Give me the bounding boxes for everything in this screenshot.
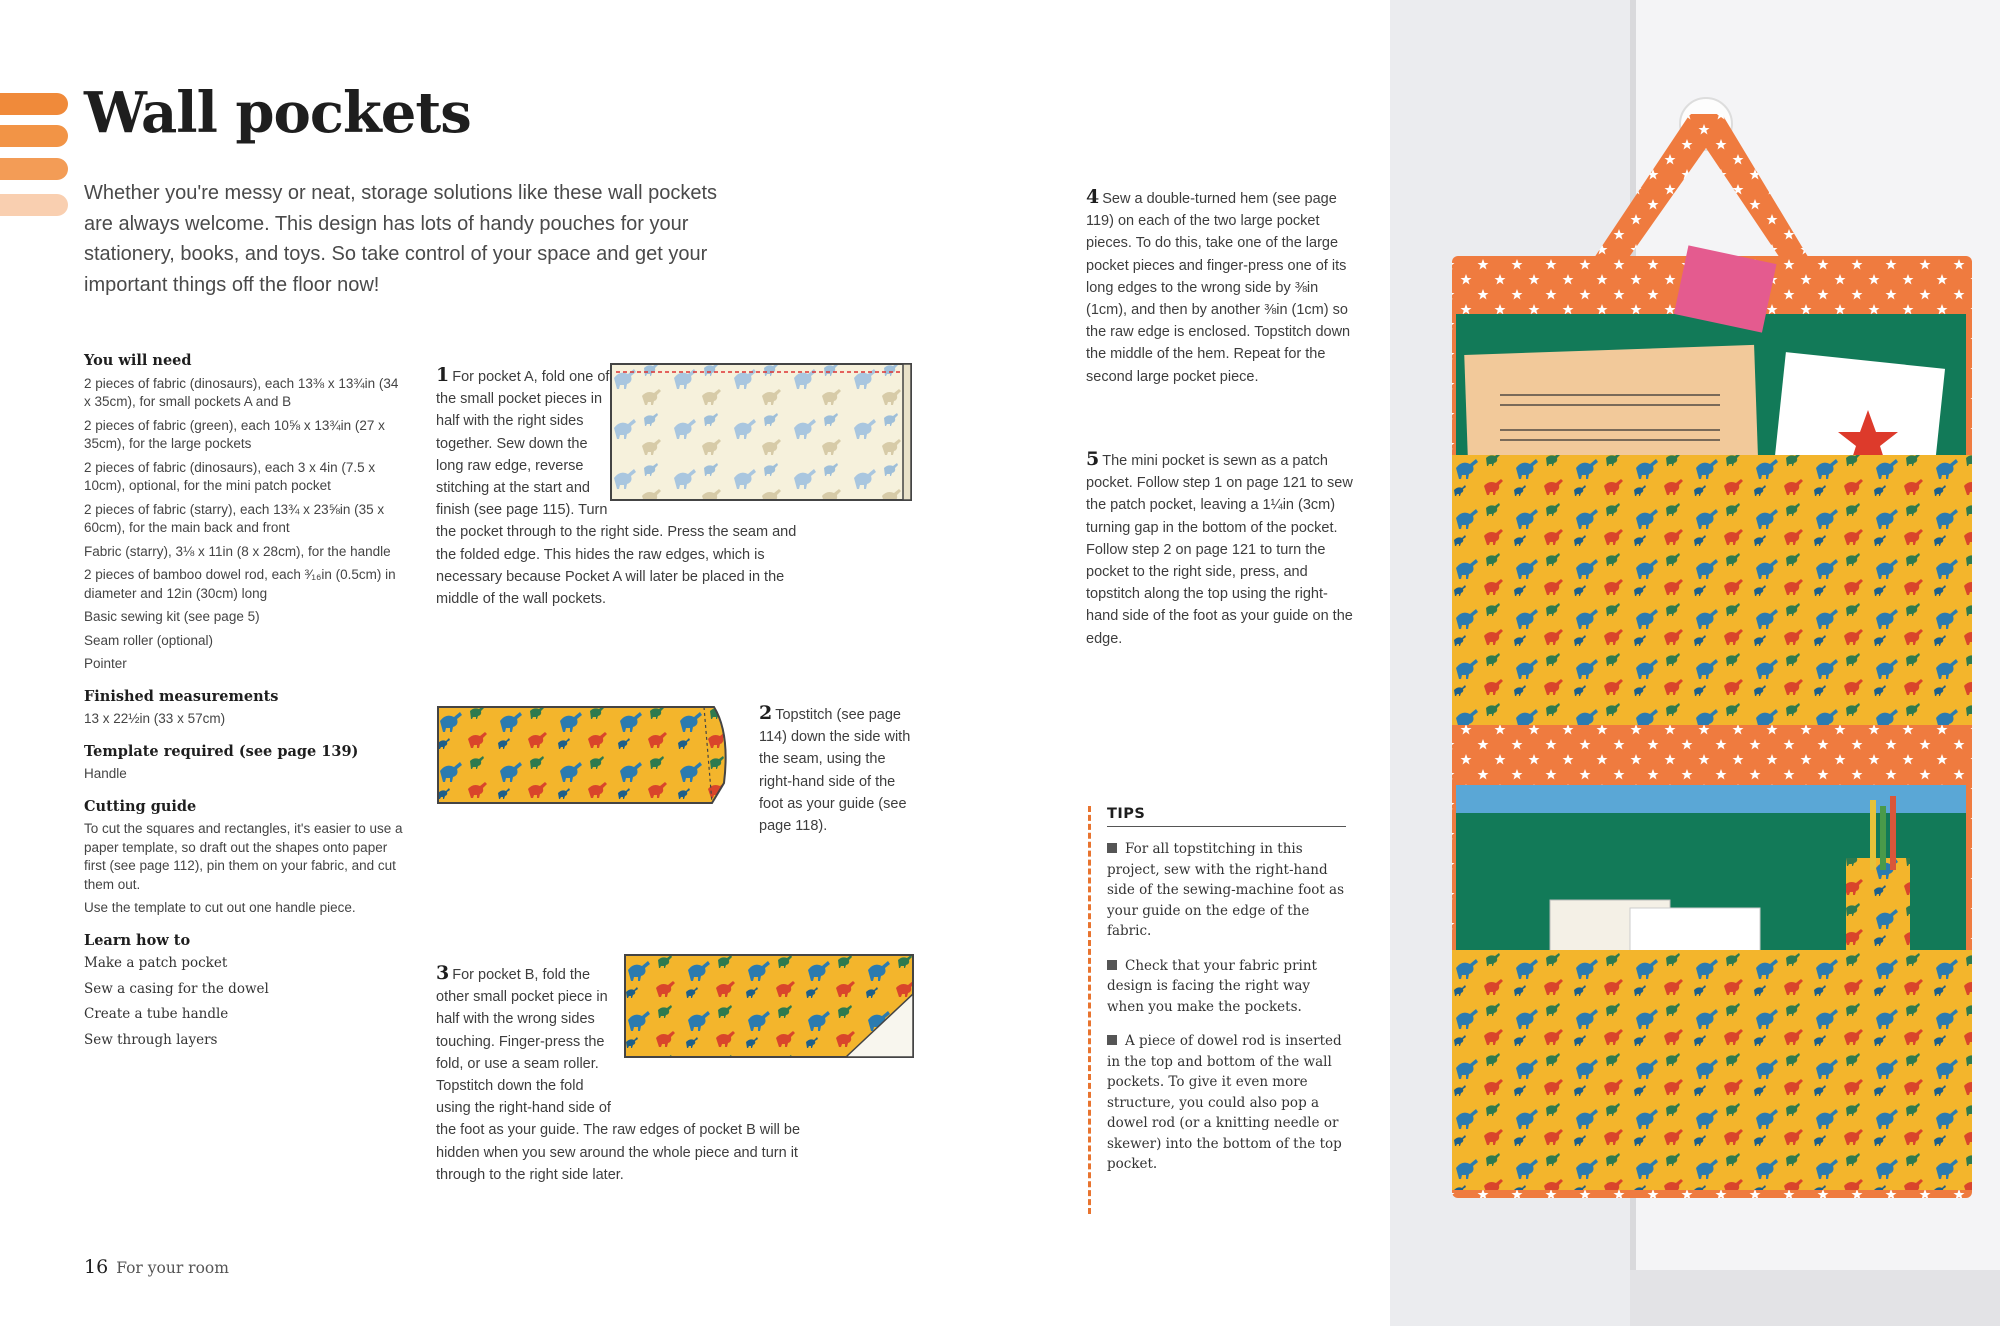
material-item: 2 pieces of fabric (starry), each 13¾ x 23⅝in (35 x 60cm), for the main back and front: [84, 501, 385, 535]
learn-item: Sew through layers: [84, 1031, 218, 1048]
material-item: 2 pieces of fabric (green), each 10⅝ x 13¾in (27 x 35cm), for the large pockets: [84, 417, 385, 451]
page-number: 16: [84, 1256, 109, 1278]
learn-heading: Learn how to: [84, 931, 191, 949]
finished-heading: Finished measurements: [84, 687, 279, 705]
template-heading: Template required (see page 139): [84, 742, 359, 760]
decorative-stripe: [0, 93, 68, 115]
step-number: 4: [1086, 186, 1100, 208]
template-text: Handle: [84, 766, 127, 781]
material-item: Pointer: [84, 656, 127, 671]
step-text: The mini pocket is sewn as a patch pocket. Follow step 1 on page 121 to sew the patch pocket, leaving a 1¼in (3cm) turning gap in the bottom of the pocket. Follow step 2 on page 121 to turn the pocket to the right side, press, and topstitch along the top using the right-hand side of the foot as your guide on the edge.: [1086, 453, 1353, 647]
pocket-b-illustration: [622, 952, 918, 1060]
cutting-text: To cut the squares and rectangles, it's easier to use a paper template, so draft out the shapes onto paper first (see page 112), pin them on your fabric, and cut them out.: [84, 821, 403, 892]
material-item: Basic sewing kit (see page 5): [84, 609, 260, 624]
material-item: Fabric (starry), 3⅛ x 11in (8 x 28cm), for the handle: [84, 543, 391, 559]
step-5: [1086, 448, 1356, 650]
tip-item: For all topstitching in this project, sew with the right-hand side of the sewing-machine foot as your guide on the edge of the fabric.: [1107, 841, 1345, 939]
material-item: 2 pieces of fabric (dinosaurs), each 13⅜ x 13¾in (34 x 35cm), for small pockets A and B: [84, 375, 399, 409]
bullet-square-icon: [1107, 960, 1117, 970]
tip-item: A piece of dowel rod is inserted in the top and bottom of the wall pockets. To give it even more structure, you could also pop a dowel rod (or a knitting needle or skewer) into the bottom of the top pocket.: [1107, 1033, 1342, 1172]
step-2: [759, 702, 919, 837]
decorative-stripe: [0, 158, 68, 180]
material-item: 2 pieces of bamboo dowel rod, each ³⁄₁₆in (0.5cm) in diameter and 12in (30cm) long: [84, 567, 396, 601]
finished-text: 13 x 22½in (33 x 57cm): [84, 711, 226, 726]
materials-sidebar: [84, 352, 406, 1056]
bullet-square-icon: [1107, 843, 1117, 853]
learn-item: Create a tube handle: [84, 1006, 229, 1022]
learn-item: Make a patch pocket: [84, 955, 228, 971]
page-footer: [84, 1256, 229, 1278]
tips-heading: TIPS: [1107, 806, 1346, 827]
step-text: For pocket B, fold the other small pocket piece in half with the wrong sides touching. Finger-press the fold, or use a seam roller. Topstitch down the fold using the right-hand side of the foot as your guide. The raw edges of pocket B will be hidden when you sew around the whole piece and turn it through to the right side later.: [436, 967, 801, 1183]
cutting-heading: Cutting guide: [84, 797, 197, 815]
step-text: Sew a double-turned hem (see page 119) on each of the two large pocket pieces. To do this, take one of the large pocket pieces and finger-press one of its long edges to the wrong side by ⅜in (1cm), and then by another ⅜in (1cm) so the raw edge is enclosed. Topstitch down the middle of the hem. Repeat for the second large pocket piece.: [1086, 191, 1351, 385]
learn-item: Sew a casing for the dowel: [84, 980, 269, 997]
cutting-text: Use the template to cut out one handle piece.: [84, 900, 356, 915]
step-text: For pocket A, fold one of the small pocket pieces in half with the right sides together. Sew down the long raw edge, reverse stitching at the start and finish (see page 115). Turn the pocket through to the right side. Press the seam and the folded edge. This hides the raw edges, which is necessary because Pocket A will later be placed in the middle of the wall pockets.: [436, 369, 797, 608]
section-name: For your room: [116, 1259, 229, 1277]
decorative-stripe: [0, 194, 68, 216]
pocket-a-illustration: [608, 360, 918, 506]
material-item: 2 pieces of fabric (dinosaurs), each 3 x 4in (7.5 x 10cm), optional, for the mini patch pocket: [84, 459, 376, 493]
you-will-need-heading: You will need: [84, 352, 192, 369]
decorative-stripe: [0, 125, 68, 147]
step-number: 1: [436, 364, 450, 386]
material-item: Seam roller (optional): [84, 632, 214, 648]
step-number: 3: [436, 962, 450, 984]
step-text: Topstitch (see page 114) down the side with the seam, using the right-hand side of the foot as your guide (see page 118).: [759, 707, 911, 835]
pocket-topstitch-illustration: [434, 703, 736, 809]
bullet-square-icon: [1107, 1035, 1117, 1045]
step-4: [1086, 186, 1356, 388]
intro-paragraph: Whether you're messy or neat, storage solutions like these wall pockets are always welcome. This design has lots of handy pouches for your stationery, books, and toys. So take control of your space and get your important things off the floor now!: [84, 182, 718, 296]
page-title: Wall pockets: [84, 80, 471, 146]
wall-pockets-photo: [1390, 0, 2000, 1326]
tip-item: Check that your fabric print design is facing the right way when you make the pockets.: [1107, 957, 1317, 1015]
step-number: 2: [759, 702, 773, 724]
step-number: 5: [1086, 448, 1100, 470]
tips-box: [1088, 806, 1346, 1214]
